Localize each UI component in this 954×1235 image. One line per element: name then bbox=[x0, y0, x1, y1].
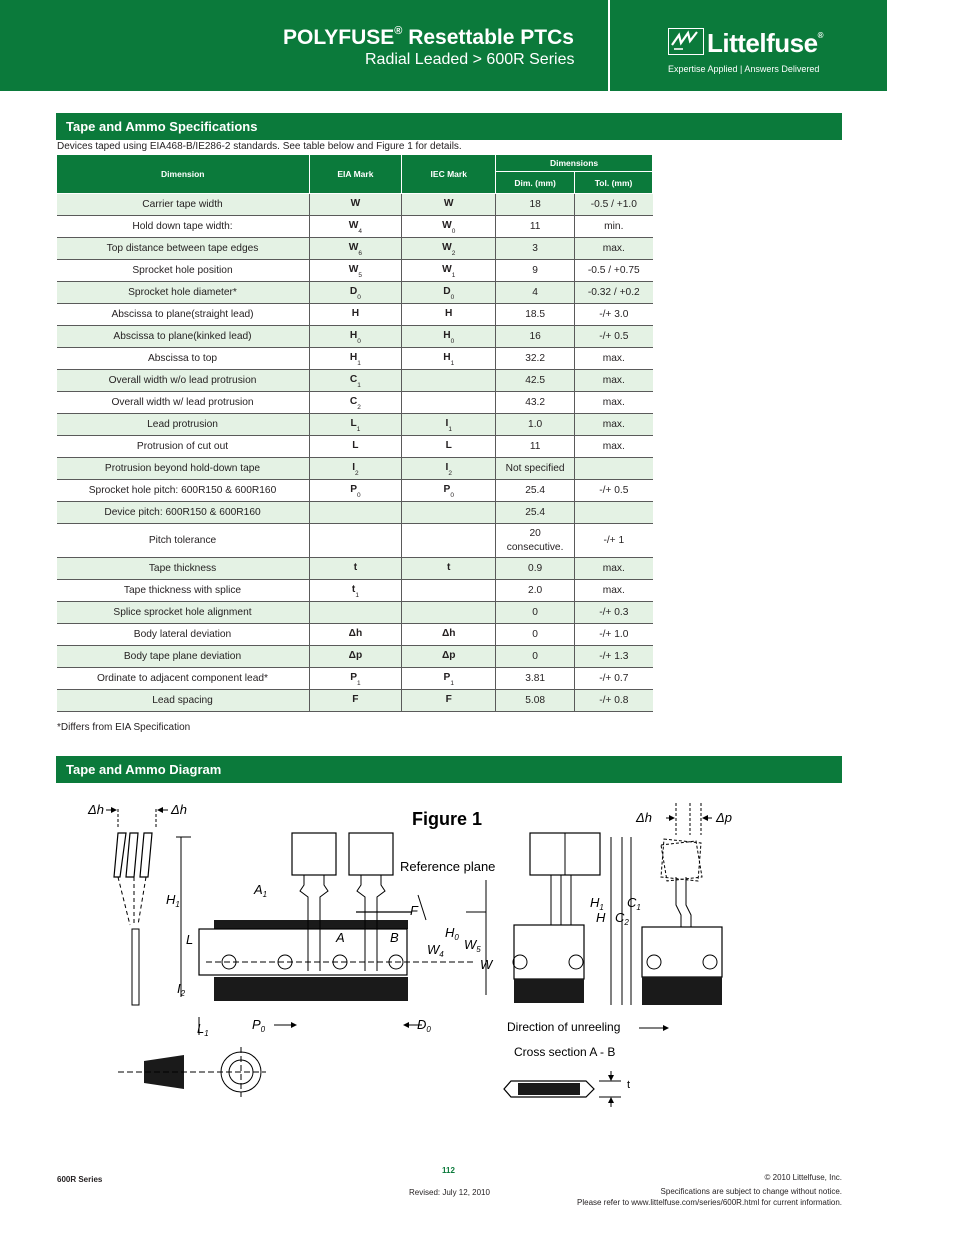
cell-tolerance: min. bbox=[575, 216, 653, 238]
label-w4: $W_4$ bbox=[427, 942, 444, 959]
cell-eia-mark: $D_0$ bbox=[309, 282, 402, 304]
cell-iec-mark: $H_1$ bbox=[402, 348, 496, 370]
footer-url-notice: Please refer to www.littelfuse.com/series/600R.html for current information. bbox=[577, 1198, 842, 1207]
cell-tolerance bbox=[575, 502, 653, 524]
cell-dimension: Lead protrusion bbox=[57, 414, 310, 436]
table-row bbox=[57, 414, 653, 436]
cell-iec-mark: $W_2$ bbox=[402, 238, 496, 260]
figure-title: Figure 1 bbox=[412, 809, 483, 829]
cell-dim-value: 0 bbox=[496, 602, 575, 624]
cell-eia-mark: $t_1$ bbox=[309, 580, 402, 602]
diagram-section-heading: Tape and Ammo Diagram bbox=[56, 756, 842, 783]
cell-iec-mark bbox=[402, 524, 496, 558]
cell-eia-mark: $W_5$ bbox=[309, 260, 402, 282]
cell-tolerance: -/+ 1.0 bbox=[575, 624, 653, 646]
cell-dimension: Protrusion beyond hold-down tape bbox=[57, 458, 310, 480]
cell-dimension: Protrusion of cut out bbox=[57, 436, 310, 458]
table-row bbox=[57, 238, 653, 260]
label-a1: $A_1$ bbox=[254, 882, 268, 899]
cell-dimension: Abscissa to plane(kinked lead) bbox=[57, 326, 310, 348]
cell-dimension: Sprocket hole diameter* bbox=[57, 282, 310, 304]
cell-eia-mark: $C_1$ bbox=[309, 370, 402, 392]
spec-table bbox=[56, 154, 653, 712]
cell-dimension: Abscissa to plane(straight lead) bbox=[57, 304, 310, 326]
col-dim-mm: Dim. (mm) bbox=[496, 172, 575, 194]
reference-plane-label: Reference plane bbox=[400, 859, 496, 874]
cell-dimension: Device pitch: 600R150 & 600R160 bbox=[57, 502, 310, 524]
cell-tolerance: max. bbox=[575, 238, 653, 260]
table-row bbox=[57, 370, 653, 392]
footer-series: 600R Series bbox=[57, 1175, 103, 1184]
cell-dim-value: 16 bbox=[496, 326, 575, 348]
cell-dimension: Hold down tape width: bbox=[57, 216, 310, 238]
cell-dim-value: 42.5 bbox=[496, 370, 575, 392]
cell-tolerance: -/+ 1.3 bbox=[575, 646, 653, 668]
table-row bbox=[57, 668, 653, 690]
cell-iec-mark bbox=[402, 502, 496, 524]
table-row bbox=[57, 502, 653, 524]
table-row bbox=[57, 260, 653, 282]
direction-of-unreeling-label: Direction of unreeling bbox=[507, 1020, 621, 1034]
cross-section-label: Cross section A - B bbox=[514, 1045, 616, 1059]
cell-iec-mark: L bbox=[402, 436, 496, 458]
cell-eia-mark: $I_2$ bbox=[309, 458, 402, 480]
cell-eia-mark: $H_1$ bbox=[309, 348, 402, 370]
label-h1-left: $H_1$ bbox=[166, 892, 180, 909]
label-c1: $C_1$ bbox=[627, 895, 641, 912]
cell-tolerance: -/+ 0.3 bbox=[575, 602, 653, 624]
table-row bbox=[57, 646, 653, 668]
cell-iec-mark: $I_1$ bbox=[402, 414, 496, 436]
cell-iec-mark: F bbox=[402, 690, 496, 712]
cell-tolerance bbox=[575, 458, 653, 480]
table-row bbox=[57, 326, 653, 348]
cell-tolerance: -/+ 0.7 bbox=[575, 668, 653, 690]
cell-tolerance: -/+ 3.0 bbox=[575, 304, 653, 326]
col-eia-mark: EIA Mark bbox=[309, 155, 402, 194]
table-row bbox=[57, 392, 653, 414]
cell-dimension: Sprocket hole pitch: 600R150 & 600R160 bbox=[57, 480, 310, 502]
cell-dimension: Tape thickness with splice bbox=[57, 580, 310, 602]
table-row bbox=[57, 282, 653, 304]
table-row bbox=[57, 624, 653, 646]
cell-tolerance: -/+ 1 bbox=[575, 524, 653, 558]
tape-ammo-diagram bbox=[56, 785, 842, 1125]
label-b: B bbox=[390, 930, 399, 945]
cell-eia-mark: W bbox=[309, 194, 402, 216]
cell-dimension: Body lateral deviation bbox=[57, 624, 310, 646]
cell-iec-mark: W bbox=[402, 194, 496, 216]
cell-eia-mark bbox=[309, 502, 402, 524]
label-h0: $H_0$ bbox=[445, 925, 459, 942]
cell-iec-mark bbox=[402, 370, 496, 392]
label-c2: $C_2$ bbox=[615, 910, 629, 927]
cell-dimension: Pitch tolerance bbox=[57, 524, 310, 558]
cell-dimension: Splice sprocket hole alignment bbox=[57, 602, 310, 624]
cell-eia-mark: t bbox=[309, 558, 402, 580]
cell-dimension: Tape thickness bbox=[57, 558, 310, 580]
cell-dimension: Lead spacing bbox=[57, 690, 310, 712]
cell-dimension: Top distance between tape edges bbox=[57, 238, 310, 260]
cell-eia-mark: $P_0$ bbox=[309, 480, 402, 502]
label-h1-mid: $H_1$ bbox=[590, 895, 604, 912]
cell-tolerance: -0.5 / +0.75 bbox=[575, 260, 653, 282]
cell-dim-value: 5.08 bbox=[496, 690, 575, 712]
cell-eia-mark: Δh bbox=[309, 624, 402, 646]
cell-eia-mark: $H_0$ bbox=[309, 326, 402, 348]
cell-eia-mark: F bbox=[309, 690, 402, 712]
cell-dimension: Overall width w/ lead protrusion bbox=[57, 392, 310, 414]
cell-dim-value: 0 bbox=[496, 624, 575, 646]
page-number: 112 bbox=[442, 1166, 455, 1175]
cell-eia-mark bbox=[309, 524, 402, 558]
cell-dim-value: 3 bbox=[496, 238, 575, 260]
cell-iec-mark: $P_0$ bbox=[402, 480, 496, 502]
littelfuse-logo-icon bbox=[668, 28, 704, 55]
cell-eia-mark: $W_4$ bbox=[309, 216, 402, 238]
table-row bbox=[57, 348, 653, 370]
spec-section-heading: Tape and Ammo Specifications bbox=[56, 113, 842, 140]
logo-wordmark: Littelfuse® bbox=[707, 28, 823, 58]
cell-iec-mark bbox=[402, 580, 496, 602]
cell-dim-value: 0 bbox=[496, 646, 575, 668]
table-row bbox=[57, 524, 653, 558]
table-row bbox=[57, 558, 653, 580]
cell-dim-value: 2.0 bbox=[496, 580, 575, 602]
cell-eia-mark bbox=[309, 602, 402, 624]
cell-dimension: Carrier tape width bbox=[57, 194, 310, 216]
label-dh-left: Δh bbox=[88, 802, 104, 817]
cell-tolerance: -/+ 0.8 bbox=[575, 690, 653, 712]
table-row bbox=[57, 458, 653, 480]
cell-dimension: Abscissa to top bbox=[57, 348, 310, 370]
label-l: L bbox=[186, 932, 194, 947]
cell-dim-value: 1.0 bbox=[496, 414, 575, 436]
cell-tolerance: -0.32 / +0.2 bbox=[575, 282, 653, 304]
cell-tolerance: -0.5 / +1.0 bbox=[575, 194, 653, 216]
revised-date: Revised: July 12, 2010 bbox=[409, 1188, 490, 1197]
cell-eia-mark: $C_2$ bbox=[309, 392, 402, 414]
label-t: t bbox=[627, 1079, 631, 1091]
cell-tolerance: max. bbox=[575, 580, 653, 602]
col-dimensions: Dimensions bbox=[496, 155, 653, 172]
cell-dim-value: 11 bbox=[496, 216, 575, 238]
cell-dim-value: 18 bbox=[496, 194, 575, 216]
copyright: © 2010 Littelfuse, Inc. bbox=[764, 1173, 842, 1182]
label-dp-side: Δp bbox=[716, 810, 732, 825]
footer-notice: Specifications are subject to change without notice. bbox=[660, 1187, 842, 1196]
cell-dim-value: 9 bbox=[496, 260, 575, 282]
label-d0: $D_0$ bbox=[417, 1017, 431, 1034]
cell-iec-mark: Δh bbox=[402, 624, 496, 646]
col-tol-mm: Tol. (mm) bbox=[575, 172, 653, 194]
table-row bbox=[57, 580, 653, 602]
cell-dim-value: 11 bbox=[496, 436, 575, 458]
cell-eia-mark: Δp bbox=[309, 646, 402, 668]
cell-iec-mark: Δp bbox=[402, 646, 496, 668]
cell-iec-mark: $W_1$ bbox=[402, 260, 496, 282]
cell-tolerance: -/+ 0.5 bbox=[575, 326, 653, 348]
cell-dim-value: 4 bbox=[496, 282, 575, 304]
spec-footnote: *Differs from EIA Specification bbox=[57, 722, 191, 733]
cell-dimension: Body tape plane deviation bbox=[57, 646, 310, 668]
cell-dim-value: 32.2 bbox=[496, 348, 575, 370]
cell-dim-value: 25.4 bbox=[496, 502, 575, 524]
logo-tagline: Expertise Applied | Answers Delivered bbox=[668, 64, 820, 74]
cell-tolerance: max. bbox=[575, 370, 653, 392]
spec-intro: Devices taped using EIA468-B/IE286-2 standards. See table below and Figure 1 for details. bbox=[57, 141, 462, 152]
cell-iec-mark: $I_2$ bbox=[402, 458, 496, 480]
cell-tolerance: max. bbox=[575, 414, 653, 436]
cell-eia-mark: $W_6$ bbox=[309, 238, 402, 260]
cell-eia-mark: $L_1$ bbox=[309, 414, 402, 436]
col-iec-mark: IEC Mark bbox=[402, 155, 496, 194]
cell-iec-mark: $D_0$ bbox=[402, 282, 496, 304]
label-f: F bbox=[410, 903, 418, 918]
cell-dimension: Ordinate to adjacent component lead* bbox=[57, 668, 310, 690]
label-dh-side: Δh bbox=[636, 810, 652, 825]
cell-iec-mark: $H_0$ bbox=[402, 326, 496, 348]
cell-tolerance: max. bbox=[575, 392, 653, 414]
cell-iec-mark bbox=[402, 392, 496, 414]
cell-iec-mark: $W_0$ bbox=[402, 216, 496, 238]
table-row bbox=[57, 436, 653, 458]
cell-tolerance: max. bbox=[575, 436, 653, 458]
cell-iec-mark: t bbox=[402, 558, 496, 580]
label-dh-right: Δh bbox=[171, 802, 187, 817]
table-row bbox=[57, 216, 653, 238]
table-row bbox=[57, 304, 653, 326]
cell-dim-value: 3.81 bbox=[496, 668, 575, 690]
cell-eia-mark: $P_1$ bbox=[309, 668, 402, 690]
cell-eia-mark: H bbox=[309, 304, 402, 326]
label-h: H bbox=[596, 910, 606, 925]
cell-eia-mark: L bbox=[309, 436, 402, 458]
cell-dimension: Overall width w/o lead protrusion bbox=[57, 370, 310, 392]
cell-dimension: Sprocket hole position bbox=[57, 260, 310, 282]
cell-dim-value: 18.5 bbox=[496, 304, 575, 326]
table-row bbox=[57, 194, 653, 216]
cell-tolerance: max. bbox=[575, 348, 653, 370]
cell-iec-mark bbox=[402, 602, 496, 624]
cell-dim-value: 25.4 bbox=[496, 480, 575, 502]
table-row bbox=[57, 690, 653, 712]
cell-tolerance: -/+ 0.5 bbox=[575, 480, 653, 502]
cell-iec-mark: H bbox=[402, 304, 496, 326]
cell-tolerance: max. bbox=[575, 558, 653, 580]
label-w: W bbox=[480, 957, 493, 972]
cell-dim-value: 20 consecutive. bbox=[496, 524, 575, 558]
page-subtitle: Radial Leaded > 600R Series bbox=[365, 51, 575, 68]
page-title: POLYFUSE® Resettable PTCs bbox=[283, 25, 574, 49]
label-i2: $I_2$ bbox=[177, 981, 186, 998]
table-row bbox=[57, 602, 653, 624]
label-w5: $W_5$ bbox=[464, 937, 481, 954]
cell-dim-value: 0.9 bbox=[496, 558, 575, 580]
cell-iec-mark: $P_1$ bbox=[402, 668, 496, 690]
table-row bbox=[57, 480, 653, 502]
label-a: A bbox=[336, 930, 345, 945]
cell-dim-value: Not specified bbox=[496, 458, 575, 480]
label-p0: $P_0$ bbox=[252, 1017, 266, 1034]
col-dimension: Dimension bbox=[57, 155, 310, 194]
label-l1: $L_1$ bbox=[197, 1021, 209, 1038]
cell-dim-value: 43.2 bbox=[496, 392, 575, 414]
